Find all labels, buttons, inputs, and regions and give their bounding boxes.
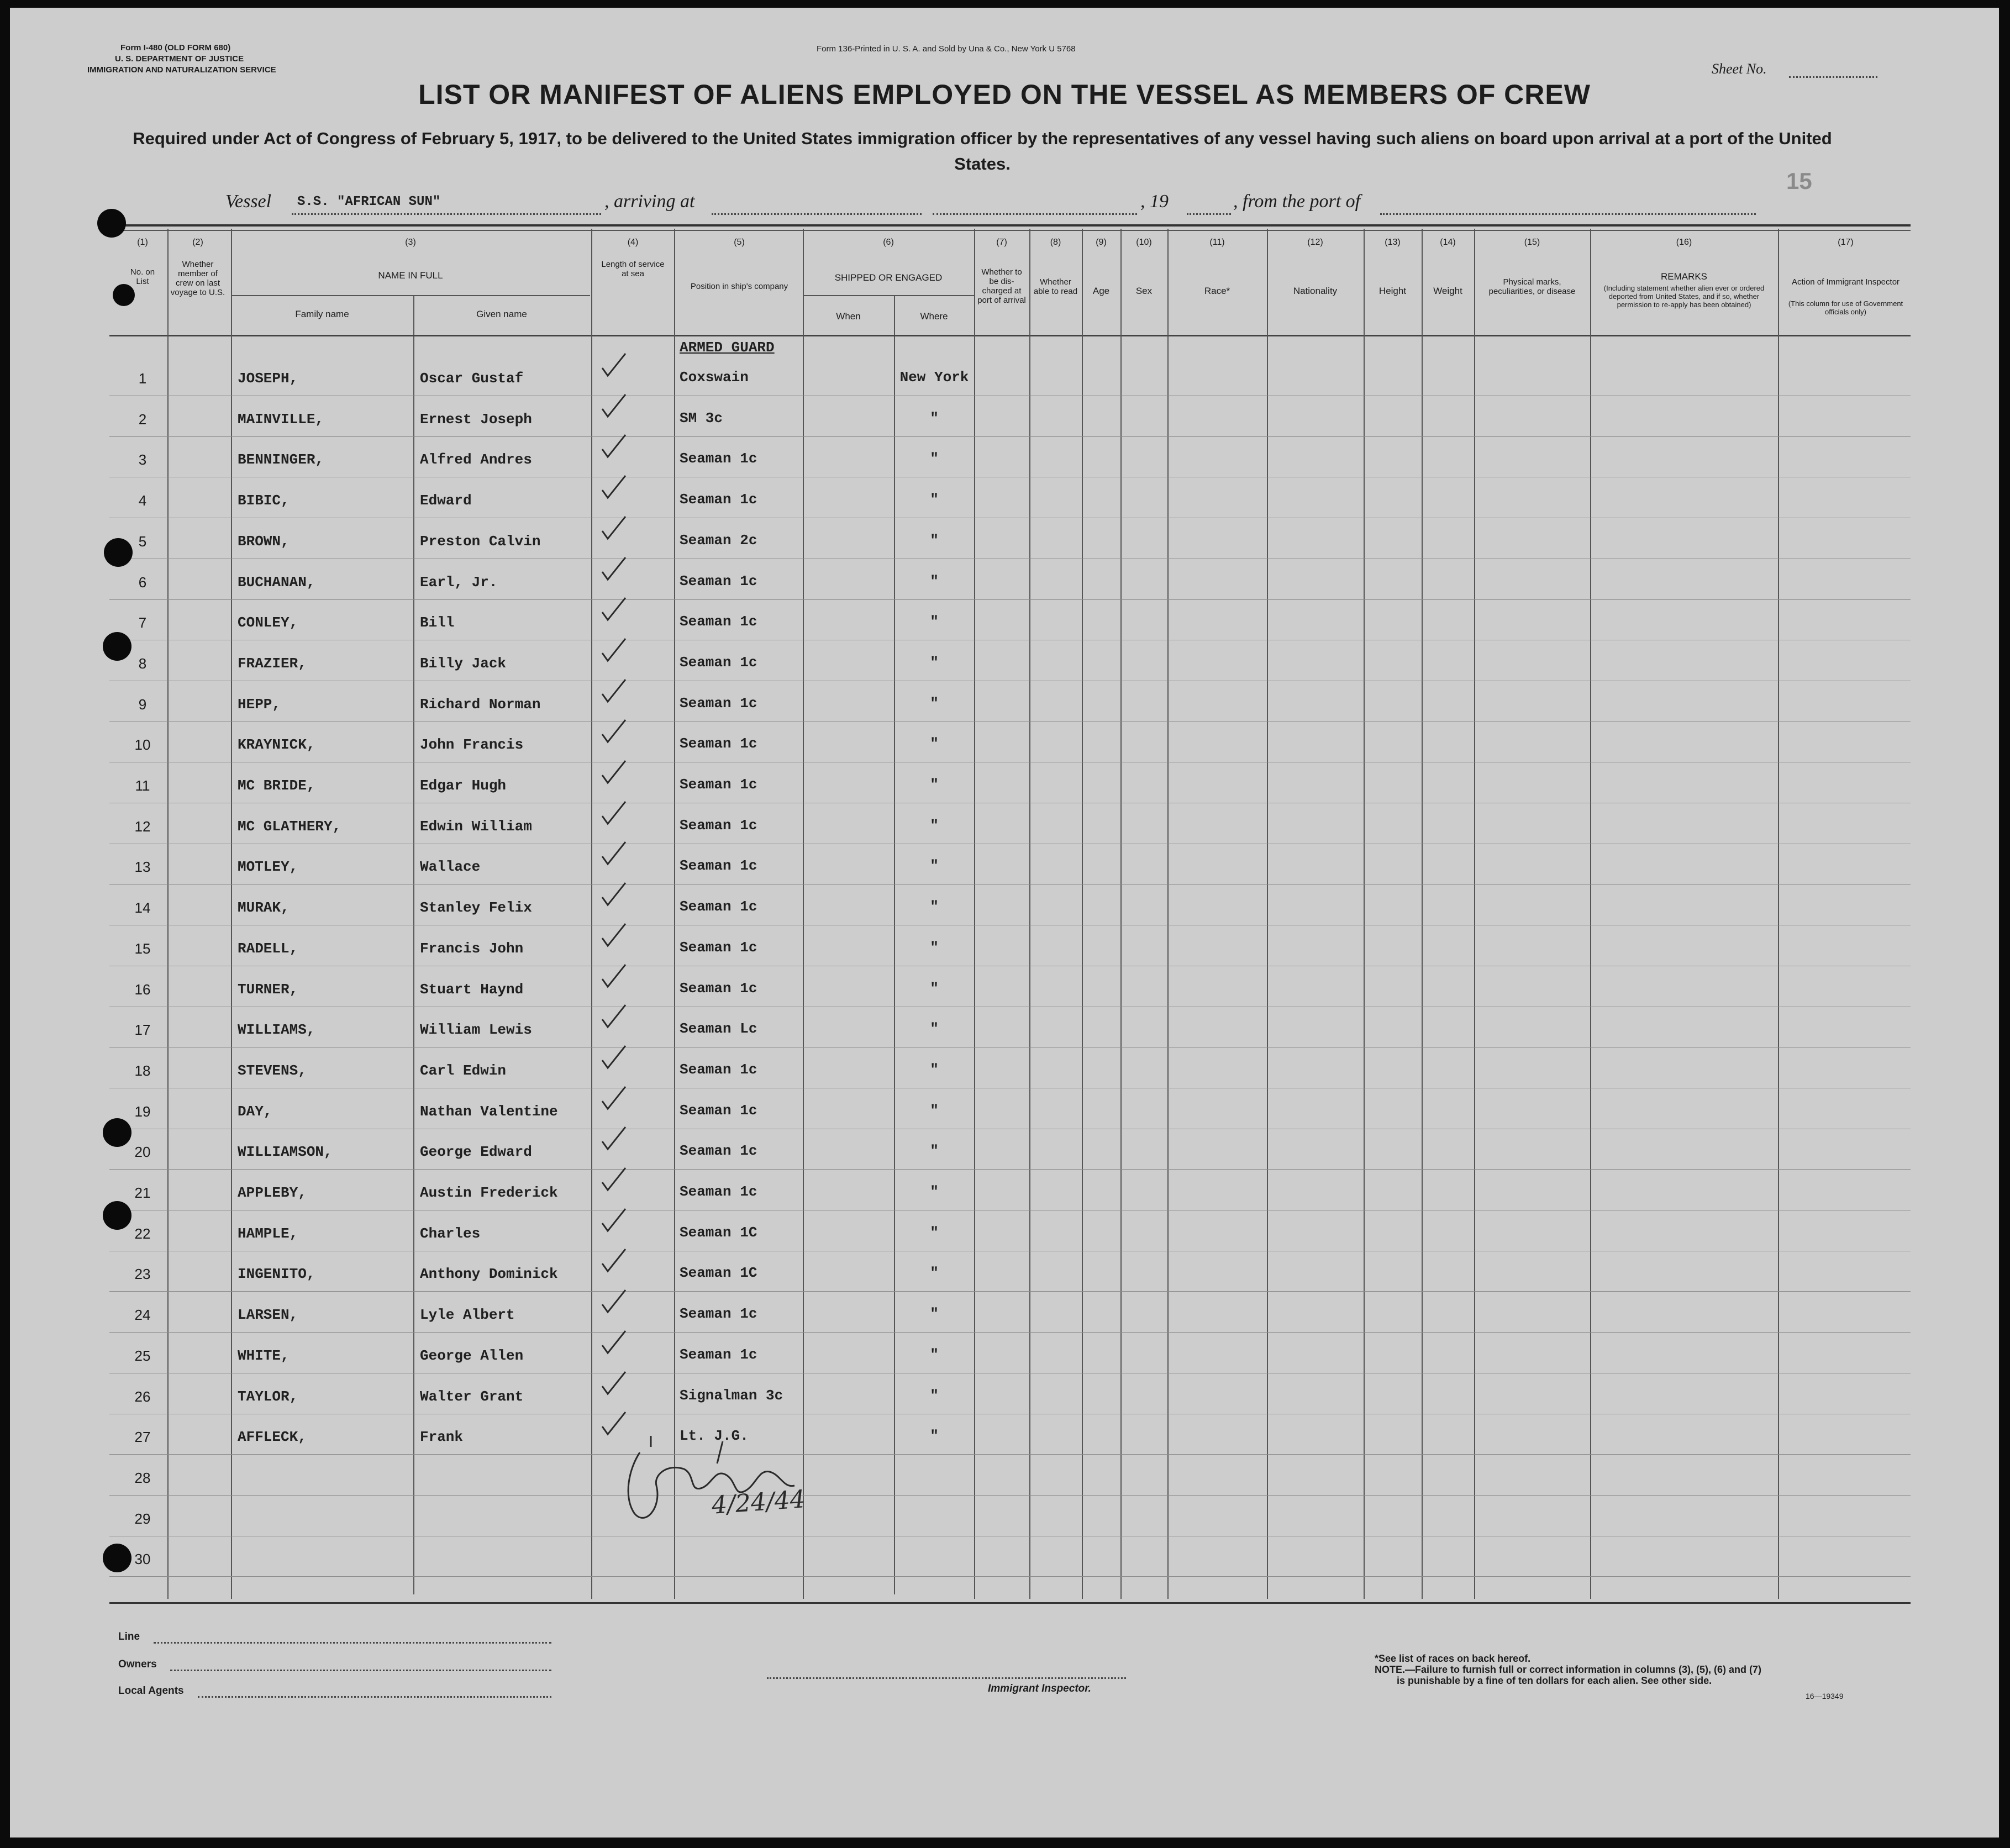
col4-number: (4) — [627, 238, 639, 247]
col6-number: (6) — [883, 238, 894, 247]
shipped-where: " — [930, 939, 939, 956]
col14-header: Weight — [1433, 286, 1462, 296]
section-heading: ARMED GUARD — [680, 339, 775, 356]
family-name: WHITE, — [238, 1347, 290, 1364]
position: Seaman 1c — [680, 695, 757, 712]
row-number: 1 — [138, 370, 147, 387]
position: Signalman 3c — [680, 1387, 783, 1404]
sheet-number-line — [1789, 76, 1877, 78]
row-number: 3 — [138, 451, 147, 468]
col16-number: (16) — [1676, 238, 1692, 247]
col3a-header: Family name — [295, 309, 349, 319]
position: Seaman 1c — [680, 1143, 757, 1159]
punch-hole — [104, 538, 133, 567]
shipped-where: " — [930, 980, 939, 997]
row-number: 19 — [134, 1103, 151, 1120]
given-name: Alfred Andres — [420, 451, 532, 468]
check-mark-icon — [600, 799, 628, 827]
row-number: 27 — [134, 1429, 151, 1445]
position: Seaman 1c — [680, 491, 757, 508]
given-name: Lyle Albert — [420, 1307, 515, 1323]
row-rule — [109, 1495, 1911, 1496]
shipped-where: " — [930, 613, 939, 630]
col2-number: (2) — [192, 238, 203, 247]
position: SM 3c — [680, 410, 723, 427]
check-mark-icon — [600, 840, 628, 867]
arriving-line — [712, 213, 922, 215]
header-bottom-rule — [109, 335, 1911, 336]
family-name: RADELL, — [238, 940, 298, 957]
check-mark-icon — [600, 759, 628, 786]
family-name: JOSEPH, — [238, 370, 298, 387]
col-divider-13 — [1422, 229, 1423, 1599]
given-name: George Edward — [420, 1144, 532, 1160]
line-field — [154, 1642, 551, 1644]
col3b-header: Given name — [476, 309, 527, 319]
position: Seaman 1c — [680, 857, 757, 874]
inspector-signature-line — [767, 1677, 1126, 1679]
col17-note: (This column for use of Government officials only) — [1788, 299, 1903, 316]
col5-header: Position in ship's company — [690, 282, 788, 291]
from-port-label: , from the port of — [1233, 191, 1361, 212]
row-number: 12 — [134, 818, 151, 835]
family-name: DAY, — [238, 1103, 272, 1120]
shipped-where: " — [930, 1224, 939, 1241]
family-name: BIBIC, — [238, 492, 290, 509]
given-name: Stuart Haynd — [420, 981, 524, 998]
shipped-where: " — [930, 817, 939, 834]
punch-hole — [103, 1201, 131, 1230]
check-mark-icon — [600, 922, 628, 949]
col13-number: (13) — [1385, 238, 1401, 247]
col-divider-10 — [1167, 229, 1169, 1599]
col3-header: NAME IN FULL — [378, 270, 443, 281]
row-number: 28 — [134, 1470, 151, 1486]
row-number: 20 — [134, 1144, 151, 1160]
row-number: 4 — [138, 492, 147, 509]
given-name: Earl, Jr. — [420, 574, 498, 591]
row-rule — [109, 436, 1911, 437]
family-name: WILLIAMSON, — [238, 1144, 333, 1160]
from-port-line — [1380, 213, 1756, 215]
given-name-divider — [413, 296, 414, 1594]
shipped-where: " — [930, 1020, 939, 1037]
col8-number: (8) — [1050, 238, 1061, 247]
annotation-date: 4/24/44 — [711, 1485, 807, 1520]
family-name: MURAK, — [238, 899, 290, 916]
year-line — [1187, 213, 1231, 215]
form-title: LIST OR MANIFEST OF ALIENS EMPLOYED ON THE VESSEL AS MEMBERS OF CREW — [418, 79, 1591, 110]
position: Seaman 2c — [680, 532, 757, 549]
family-name: TAYLOR, — [238, 1388, 298, 1405]
form-subtitle: Required under Act of Congress of February 5, 1917, to be delivered to the United States immigration officer by the representatives of any vessel having such aliens on board upon arrival at a port of the United States. — [133, 129, 1832, 173]
row-number: 5 — [138, 533, 147, 550]
col16-header: REMARKS — [1660, 271, 1708, 282]
row-rule — [109, 1454, 1911, 1455]
check-mark-icon — [600, 636, 628, 664]
row-number: 7 — [138, 614, 147, 631]
given-name: Francis John — [420, 940, 524, 957]
position: Seaman 1c — [680, 1346, 757, 1363]
family-name: BUCHANAN, — [238, 574, 315, 591]
row-number: 18 — [134, 1062, 151, 1079]
check-mark-icon — [600, 392, 628, 420]
given-name: Anthony Dominick — [420, 1266, 558, 1282]
family-name: STEVENS, — [238, 1062, 307, 1079]
check-mark-icon — [600, 1044, 628, 1071]
form-id: Form I-480 (OLD FORM 680) — [120, 43, 231, 52]
col13-header: Height — [1378, 286, 1407, 296]
check-mark-icon — [600, 1003, 628, 1030]
position: Seaman 1c — [680, 573, 757, 589]
family-name: HAMPLE, — [238, 1225, 298, 1242]
row-number: 2 — [138, 411, 147, 428]
stamp-number: 15 — [1786, 168, 1812, 194]
punch-hole — [113, 284, 135, 306]
col-divider-14 — [1474, 229, 1475, 1599]
col17-header: Action of Immigrant Inspector — [1791, 277, 1900, 287]
shipped-where: " — [930, 654, 939, 671]
col1-header: No. on List — [130, 267, 155, 286]
name-subheader-rule — [231, 295, 590, 296]
col16-note: (Including statement whether alien ever or ordered deported from United States, and if so, whether permission to re-apply has been obtained) — [1603, 284, 1765, 309]
check-mark-icon — [600, 514, 628, 542]
check-mark-icon — [600, 1084, 628, 1112]
family-name: BENNINGER, — [238, 451, 324, 468]
col17-number: (17) — [1838, 238, 1854, 247]
vessel-label: Vessel — [225, 191, 272, 212]
punch-hole — [103, 1544, 131, 1572]
family-name: KRAYNICK, — [238, 736, 315, 753]
punch-hole — [103, 1118, 131, 1147]
check-mark-icon — [600, 718, 628, 745]
col12-number: (12) — [1307, 238, 1323, 247]
col10-header: Sex — [1135, 286, 1153, 296]
given-name: Billy Jack — [420, 655, 507, 672]
check-mark-icon — [600, 962, 628, 990]
check-mark-icon — [600, 881, 628, 908]
shipped-where: " — [930, 776, 939, 793]
position: Seaman 1c — [680, 939, 757, 956]
check-mark-icon — [600, 1288, 628, 1315]
col6-header: SHIPPED OR ENGAGED — [834, 272, 943, 283]
agents-label: Local Agents — [118, 1685, 184, 1697]
col-divider-8 — [1082, 229, 1083, 1599]
check-mark-icon — [600, 1166, 628, 1193]
given-name: Bill — [420, 614, 455, 631]
position: Seaman 1C — [680, 1224, 757, 1241]
position: Seaman 1c — [680, 980, 757, 997]
row-number: 21 — [134, 1184, 151, 1201]
col-divider-16 — [1778, 229, 1779, 1599]
department: U. S. DEPARTMENT OF JUSTICE — [115, 54, 244, 64]
col11-number: (11) — [1209, 238, 1225, 247]
service: IMMIGRATION AND NATURALIZATION SERVICE — [87, 65, 276, 75]
row-number: 13 — [134, 859, 151, 875]
family-name: FRAZIER, — [238, 655, 307, 672]
row-number: 29 — [134, 1510, 151, 1527]
family-name: HEPP, — [238, 696, 281, 713]
agents-field — [198, 1696, 551, 1698]
family-name: MC BRIDE, — [238, 777, 315, 794]
col15-number: (15) — [1524, 238, 1540, 247]
position: Coxswain — [680, 369, 749, 386]
position: Seaman 1c — [680, 817, 757, 834]
shipped-where: " — [930, 1102, 939, 1119]
fine-note: is punishable by a fine of ten dollars for each alien. See other side. — [1397, 1675, 1712, 1686]
row-rule — [109, 1291, 1911, 1292]
given-name: John Francis — [420, 736, 524, 753]
position: Seaman 1c — [680, 450, 757, 467]
row-number: 15 — [134, 940, 151, 957]
col6b-header: Where — [920, 311, 948, 322]
vessel-name: S.S. "AFRICAN SUN" — [297, 194, 441, 209]
col11-header: Race* — [1204, 286, 1230, 296]
col12-header: Nationality — [1293, 286, 1338, 296]
row-number: 30 — [134, 1551, 151, 1567]
row-rule — [109, 1332, 1911, 1333]
col1-number: (1) — [137, 238, 148, 247]
given-name: Edgar Hugh — [420, 777, 507, 794]
shipped-subheader-rule — [803, 295, 974, 296]
col-divider-11 — [1267, 229, 1268, 1599]
manifest-sheet — [10, 8, 1999, 1838]
given-name: Edwin William — [420, 818, 532, 835]
shipped-where: " — [930, 1387, 939, 1404]
row-number: 10 — [134, 736, 151, 753]
given-name: Preston Calvin — [420, 533, 541, 550]
family-name: AFFLECK, — [238, 1429, 307, 1445]
shipped-where: " — [930, 1143, 939, 1159]
col-divider-9 — [1120, 229, 1122, 1599]
row-rule — [109, 1169, 1911, 1170]
col7-header: Whether to be dis-charged at port of arrival — [977, 267, 1026, 305]
col9-number: (9) — [1096, 238, 1107, 247]
position: Lt. J.G. — [680, 1428, 749, 1444]
given-name: Oscar Gustaf — [420, 370, 524, 387]
col4-header: Length of service at sea — [601, 260, 665, 278]
owners-label: Owners — [118, 1659, 157, 1670]
shipped-where: " — [930, 1346, 939, 1363]
col-divider-2 — [231, 229, 232, 1599]
given-name: Frank — [420, 1429, 464, 1445]
given-name: Edward — [420, 492, 472, 509]
printer-credit: Form 136-Printed in U. S. A. and Sold by Una & Co., New York U 5768 — [817, 44, 1076, 54]
col3-number: (3) — [405, 238, 416, 247]
col14-number: (14) — [1440, 238, 1456, 247]
shipped-where: " — [930, 573, 939, 589]
shipped-where: " — [930, 410, 939, 427]
given-name: Wallace — [420, 859, 481, 875]
given-name: William Lewis — [420, 1022, 532, 1038]
form-code: 16—19349 — [1806, 1692, 1844, 1700]
position: Seaman 1c — [680, 1305, 757, 1322]
year-label: , 19 — [1140, 191, 1169, 212]
shipped-where: " — [930, 695, 939, 712]
sheet-label: Sheet No. — [1712, 61, 1767, 77]
shipped-where: " — [930, 735, 939, 752]
position: Seaman 1c — [680, 735, 757, 752]
shipped-where: " — [930, 1183, 939, 1200]
row-rule — [109, 599, 1911, 600]
check-mark-icon — [600, 351, 628, 379]
shipped-where: " — [930, 1265, 939, 1281]
family-name: MAINVILLE, — [238, 411, 324, 428]
col8-header: Whether able to read — [1033, 277, 1078, 296]
given-name: Charles — [420, 1225, 481, 1242]
given-name: Austin Frederick — [420, 1184, 558, 1201]
vessel-line — [292, 213, 601, 215]
family-name: LARSEN, — [238, 1307, 298, 1323]
col10-number: (10) — [1136, 238, 1152, 247]
inspector-label: Immigrant Inspector. — [988, 1683, 1091, 1694]
position: Seaman 1c — [680, 613, 757, 630]
col5-number: (5) — [734, 238, 745, 247]
row-number: 17 — [134, 1022, 151, 1038]
check-mark-icon — [600, 677, 628, 705]
row-number: 24 — [134, 1307, 151, 1323]
shipped-where: " — [930, 491, 939, 508]
col-divider-4 — [674, 229, 675, 1599]
given-name: Stanley Felix — [420, 899, 532, 916]
given-name: Richard Norman — [420, 696, 541, 713]
col6a-header: When — [836, 311, 861, 322]
family-name: BROWN, — [238, 533, 290, 550]
col-divider-3 — [591, 229, 592, 1599]
owners-field — [170, 1670, 551, 1671]
shipped-where: " — [930, 857, 939, 874]
position: Seaman 1c — [680, 776, 757, 793]
family-name: INGENITO, — [238, 1266, 315, 1282]
position: Seaman 1c — [680, 1102, 757, 1119]
given-name: Nathan Valentine — [420, 1103, 558, 1120]
col-divider-7 — [1029, 229, 1030, 1599]
family-name: MC GLATHERY, — [238, 818, 341, 835]
position: Seaman 1c — [680, 1183, 757, 1200]
check-mark-icon — [600, 473, 628, 501]
family-name: APPLEBY, — [238, 1184, 307, 1201]
check-mark-icon — [600, 1247, 628, 1275]
col7-number: (7) — [996, 238, 1007, 247]
check-mark-icon — [600, 1125, 628, 1152]
crew-table — [109, 224, 1911, 1604]
shipped-where: " — [930, 532, 939, 549]
row-number: 6 — [138, 574, 147, 591]
family-name: CONLEY, — [238, 614, 298, 631]
check-mark-icon — [600, 555, 628, 583]
position: Seaman 1c — [680, 1061, 757, 1078]
row-number: 22 — [134, 1225, 151, 1242]
family-name: MOTLEY, — [238, 859, 298, 875]
col-divider-5 — [803, 229, 804, 1599]
position: Seaman 1c — [680, 898, 757, 915]
date-line — [933, 213, 1137, 215]
family-name: TURNER, — [238, 981, 298, 998]
check-mark-icon — [600, 596, 628, 623]
position: Seaman 1C — [680, 1265, 757, 1281]
check-mark-icon — [600, 1329, 628, 1356]
arriving-label: , arriving at — [604, 191, 695, 212]
given-name: George Allen — [420, 1347, 524, 1364]
shipped-where: " — [930, 1305, 939, 1322]
row-number: 9 — [138, 696, 147, 713]
row-number: 11 — [135, 777, 150, 794]
given-name: Carl Edwin — [420, 1062, 507, 1079]
col2-header: Whether member of crew on last voyage to U.S. — [170, 260, 225, 297]
row-rule — [109, 1576, 1911, 1577]
given-name: Ernest Joseph — [420, 411, 532, 428]
table-double-rule — [109, 230, 1911, 231]
check-mark-icon — [600, 1207, 628, 1234]
family-name: WILLIAMS, — [238, 1022, 315, 1038]
punch-hole — [103, 632, 131, 661]
row-number: 26 — [134, 1388, 151, 1405]
row-number: 23 — [134, 1266, 151, 1282]
check-mark-icon — [600, 1370, 628, 1397]
given-name: Walter Grant — [420, 1388, 524, 1405]
row-number: 8 — [138, 655, 147, 672]
col9-header: Age — [1092, 286, 1110, 296]
row-number: 16 — [134, 981, 151, 998]
col-divider-15 — [1590, 229, 1591, 1599]
failure-note: NOTE.—Failure to furnish full or correct information in columns (3), (5), (6) and (7) — [1375, 1664, 1762, 1675]
position: Seaman Lc — [680, 1020, 757, 1037]
col-divider-1 — [167, 229, 169, 1599]
check-mark-icon — [600, 433, 628, 460]
shipped-where: " — [930, 1061, 939, 1078]
shipped-where: " — [930, 898, 939, 915]
col-divider-12 — [1364, 229, 1365, 1599]
punch-hole — [97, 209, 126, 238]
col15-header: Physical marks, peculiarities, or disease — [1488, 277, 1576, 296]
shipped-where: " — [930, 1428, 939, 1444]
shipped-where: New York — [899, 369, 969, 386]
position: Seaman 1c — [680, 654, 757, 671]
shipped-where: " — [930, 450, 939, 467]
line-label: Line — [118, 1631, 140, 1642]
row-number: 25 — [134, 1347, 151, 1364]
races-note: *See list of races on back hereof. — [1375, 1653, 1531, 1664]
row-number: 14 — [134, 899, 151, 916]
